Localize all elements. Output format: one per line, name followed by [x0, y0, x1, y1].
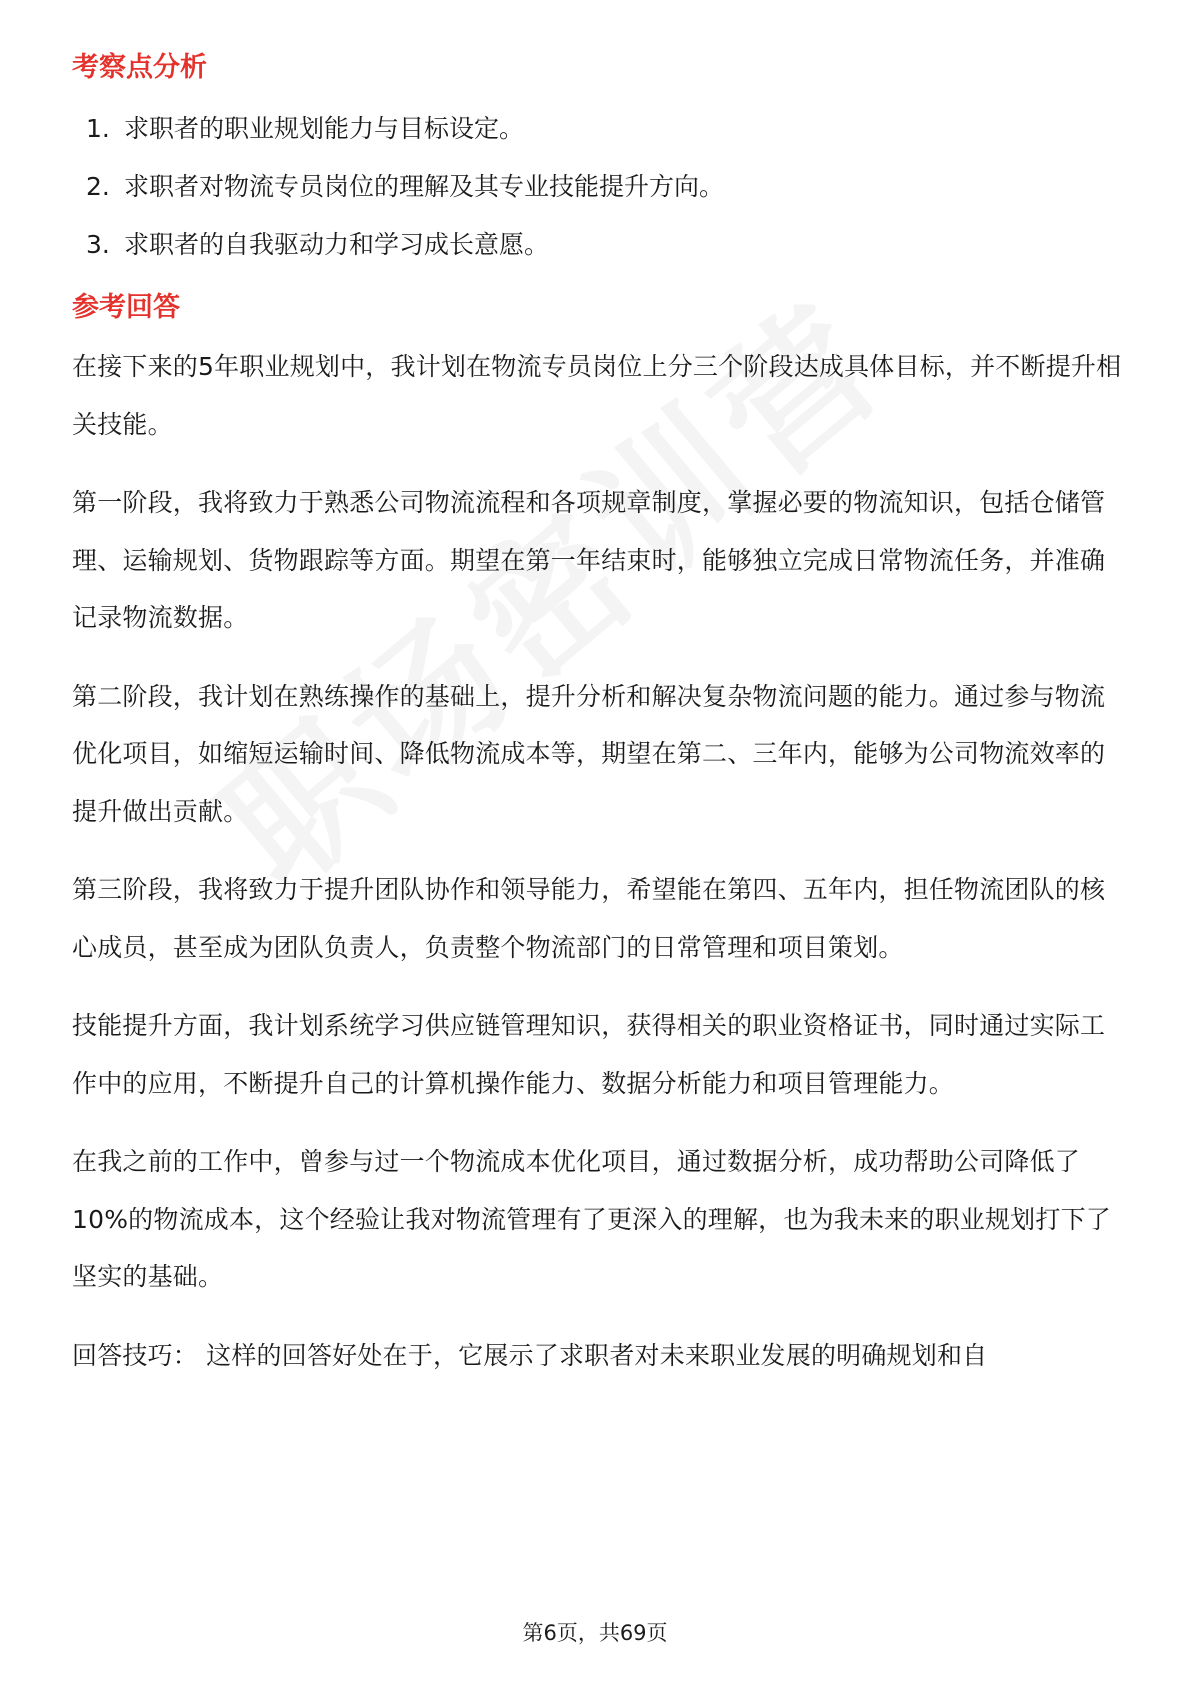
- answer-paragraph-experience: 在我之前的工作中，曾参与过一个物流成本优化项目，通过数据分析，成功帮助公司降低了10%的物流成本，这个经验让我对物流管理有了更深入的理解，也为我未来的职业规划打下了坚实的基础。: [72, 1147, 1111, 1291]
- answer-paragraph-stage-three: 第三阶段，我将致力于提升团队协作和领导能力，希望能在第四、五年内，担任物流团队的核心成员，甚至成为团队负责人，负责整个物流部门的日常管理和项目策划。: [72, 875, 1106, 962]
- list-item: [72, 172, 1122, 202]
- list-item-number: 3.: [86, 230, 110, 259]
- page-number: 第6页，共69页: [522, 1621, 668, 1645]
- analysis-list: [72, 114, 1122, 260]
- analysis-heading: 考察点分析: [72, 52, 207, 83]
- answer-paragraph-intro: 在接下来的5年职业规划中，我计划在物流专员岗位上分三个阶段达成具体目标，并不断提升相关技能。: [72, 352, 1122, 439]
- list-item-text: 求职者的职业规划能力与目标设定。: [124, 114, 525, 143]
- list-item-text: 求职者对物流专员岗位的理解及其专业技能提升方向。: [124, 172, 725, 201]
- list-item-number: 1.: [86, 114, 110, 143]
- list-item-number: 2.: [86, 172, 110, 201]
- list-item: [72, 114, 1122, 144]
- answer-paragraph-skills: 技能提升方面，我计划系统学习供应链管理知识，获得相关的职业资格证书，同时通过实际工作中的应用，不断提升自己的计算机操作能力、数据分析能力和项目管理能力。: [72, 1011, 1106, 1098]
- list-item: [72, 230, 1122, 260]
- answer-heading: 参考回答: [72, 292, 180, 323]
- list-item-text: 求职者的自我驱动力和学习成长意愿。: [124, 230, 550, 259]
- document-content: [72, 48, 1122, 1384]
- answer-paragraph-tips: 回答技巧： 这样的回答好处在于，它展示了求职者对未来职业发展的明确规划和自: [72, 1340, 988, 1370]
- answer-paragraph-stage-one: 第一阶段，我将致力于熟悉公司物流流程和各项规章制度，掌握必要的物流知识，包括仓储管理、运输规划、货物跟踪等方面。期望在第一年结束时，能够独立完成日常物流任务，并准确记录物流数据。: [72, 488, 1106, 632]
- answer-paragraph-stage-two: 第二阶段，我计划在熟练操作的基础上，提升分析和解决复杂物流问题的能力。通过参与物流优化项目，如缩短运输时间、降低物流成本等，期望在第二、三年内，能够为公司物流效率的提升做出贡献。: [72, 681, 1106, 826]
